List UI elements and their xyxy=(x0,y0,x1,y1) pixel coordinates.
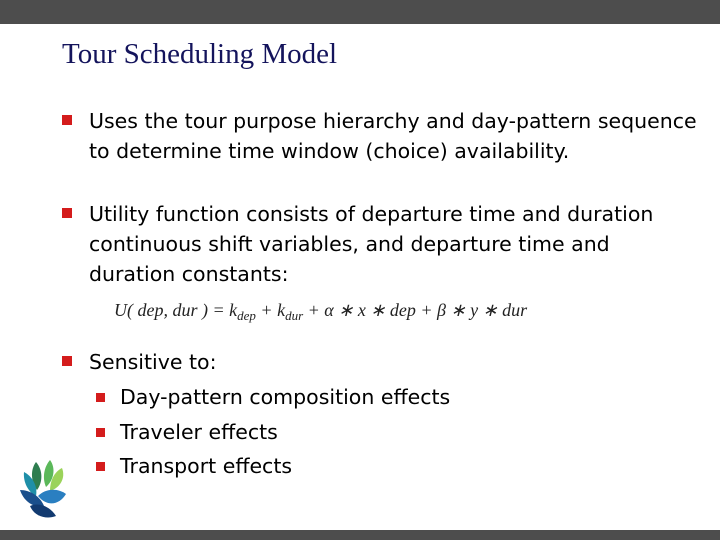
sub-bullet-marker-icon xyxy=(96,462,105,471)
sub-bullet-text: Transport effects xyxy=(120,454,293,478)
bullet-text: Uses the tour purpose hierarchy and day-pattern sequence to determine time window (choice) availability. xyxy=(89,109,697,163)
sub-bullet-text: Day-pattern composition effects xyxy=(120,385,451,409)
sub-bullet-marker-icon xyxy=(96,428,105,437)
sub-bullet-text: Traveler effects xyxy=(120,420,278,444)
sub-bullet-marker-icon xyxy=(96,393,105,402)
bullet-item-time-window xyxy=(62,106,702,166)
bullet-marker-icon xyxy=(62,208,72,218)
bullet-text: Sensitive to: xyxy=(89,350,217,374)
bullet-item-sensitive-to xyxy=(62,347,702,377)
formula-rest: + α ∗ x ∗ dep + β ∗ y ∗ dur xyxy=(307,300,528,320)
bottom-bar xyxy=(0,530,720,540)
formula-k-dur: k xyxy=(277,300,286,320)
bullet-item-utility-function xyxy=(62,199,702,289)
formula-k-dep: k xyxy=(229,300,238,320)
bullet-marker-icon xyxy=(62,356,72,366)
bullet-marker-icon xyxy=(62,115,72,125)
formula-sub-dur: dur xyxy=(285,308,304,323)
sub-bullet-traveler xyxy=(96,415,696,449)
sub-bullet-day-pattern xyxy=(96,380,696,414)
bullet-text: Utility function consists of departure time and duration continuous shift variables, and departure time and duration constants: xyxy=(89,202,654,286)
top-bar xyxy=(0,0,720,24)
formula-sub-dep: dep xyxy=(237,308,256,323)
formula-lhs: U( dep, dur ) = xyxy=(114,300,225,320)
utility-formula: U( dep, dur ) = $k_{dep} + k_{dur} + \alpha$ ∗ x ∗ dep + β ∗ y ∗ dur xyxy=(114,300,528,323)
slide-title: Tour Scheduling Model xyxy=(62,38,338,70)
sub-bullet-transport xyxy=(96,449,696,483)
leaf-logo-icon xyxy=(16,456,72,522)
